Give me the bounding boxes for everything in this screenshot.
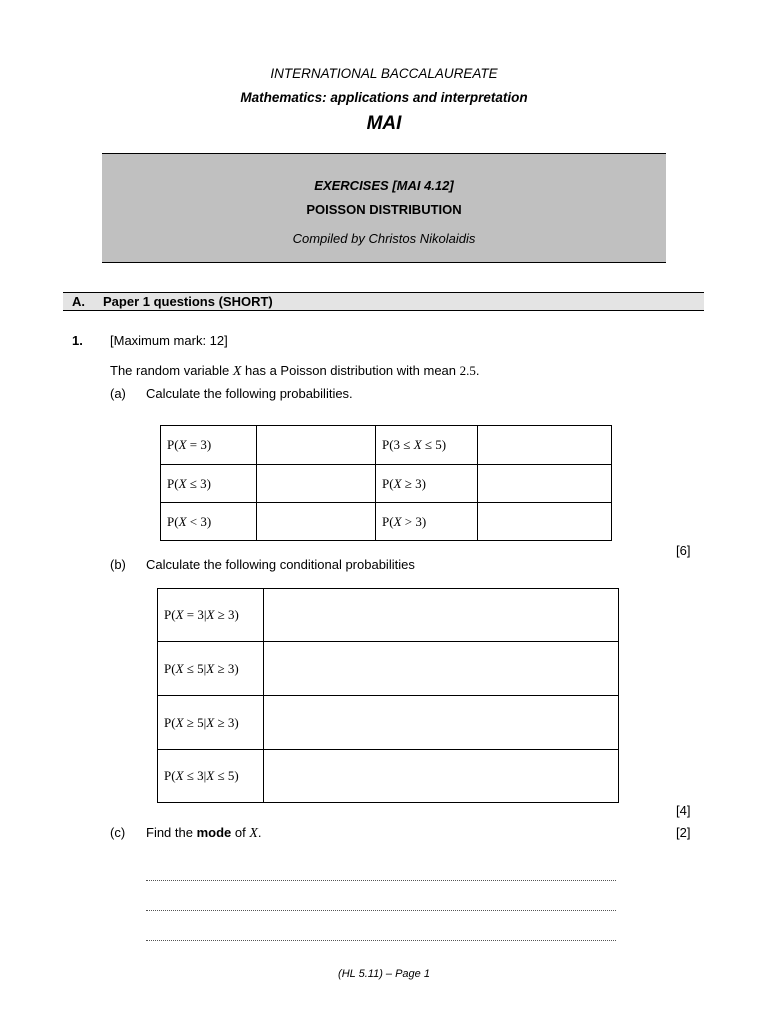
prob-label: P(X = 3)	[161, 426, 257, 465]
part-c-text-before: Find the	[146, 825, 197, 840]
part-c-text-after: .	[257, 825, 262, 840]
variable-x: X	[413, 437, 422, 452]
compiled-by: Compiled by Christos Nikolaidis	[292, 231, 476, 246]
part-c-mark: [2]	[676, 825, 691, 840]
course-code: MAI	[366, 113, 402, 134]
topic-title: POISSON DISTRIBUTION	[306, 202, 462, 217]
answer-line[interactable]	[146, 880, 616, 881]
part-a-text: Calculate the following probabilities.	[146, 386, 353, 401]
table-row	[161, 503, 612, 541]
variable-x: X	[175, 768, 184, 783]
prob-label: P(X ≥ 5|X ≥ 3)	[158, 696, 264, 750]
table-row	[158, 642, 619, 696]
answer-line[interactable]	[146, 910, 616, 911]
prob-label: P(X ≤ 3)	[161, 465, 257, 503]
stem-text-before: The random variable	[110, 363, 233, 378]
variable-x: X	[178, 437, 187, 452]
stem-text-after: .	[475, 363, 480, 378]
answer-cell[interactable]	[257, 465, 376, 503]
table-row	[161, 465, 612, 503]
section-letter: A.	[72, 294, 85, 309]
answer-cell[interactable]	[257, 426, 376, 465]
variable-x: X	[206, 768, 215, 783]
stem-variable: X	[232, 364, 242, 379]
answer-cell[interactable]	[478, 503, 612, 541]
section-header	[63, 292, 704, 311]
answer-cell[interactable]	[264, 589, 619, 642]
table-row	[158, 750, 619, 803]
prob-label: P(X > 3)	[376, 503, 478, 541]
part-c-text	[146, 825, 262, 842]
table-row	[161, 426, 612, 465]
part-b-mark: [4]	[676, 803, 691, 818]
part-c-text-middle: of	[231, 825, 250, 840]
prob-label: P(3 ≤ X ≤ 5)	[376, 426, 478, 465]
variable-x: X	[393, 475, 402, 491]
section-title: Paper 1 questions (SHORT)	[103, 294, 273, 309]
variable-x: X	[206, 714, 215, 730]
max-mark: [Maximum mark: 12]	[110, 333, 228, 348]
table-row	[158, 589, 619, 642]
exercises-title: EXERCISES [MAI 4.12]	[314, 178, 454, 193]
prob-label: P(X ≤ 5|X ≥ 3)	[158, 642, 264, 696]
variable-x: X	[175, 714, 184, 730]
title-box	[102, 153, 666, 263]
question-stem	[110, 363, 480, 380]
course-title: Mathematics: applications and interpretation	[240, 90, 528, 105]
variable-x: X	[178, 513, 187, 529]
part-a-label: (a)	[110, 386, 126, 401]
prob-label: P(X ≤ 3|X ≤ 5)	[158, 750, 264, 803]
answer-cell[interactable]	[478, 426, 612, 465]
part-a-table	[160, 425, 612, 541]
part-a-mark: [6]	[676, 543, 691, 558]
question-number: 1.	[72, 333, 83, 348]
part-b-text: Calculate the following conditional probabilities	[146, 557, 415, 572]
variable-x: X	[175, 607, 184, 622]
answer-cell[interactable]	[257, 503, 376, 541]
part-c-label: (c)	[110, 825, 126, 840]
variable-x: X	[206, 660, 215, 676]
part-b-label: (b)	[110, 557, 126, 572]
part-b-table	[157, 588, 619, 803]
answer-cell[interactable]	[478, 465, 612, 503]
part-c-variable: X	[249, 826, 258, 841]
variable-x: X	[178, 475, 187, 491]
stem-mean: 2.5	[459, 363, 476, 378]
stem-text-middle: has a Poisson distribution with mean	[241, 363, 460, 378]
prob-label: P(X = 3|X ≥ 3)	[158, 589, 264, 642]
institution-title: INTERNATIONAL BACCALAUREATE	[270, 66, 498, 81]
part-c-text-bold: mode	[196, 825, 232, 840]
prob-label: P(X ≥ 3)	[376, 465, 478, 503]
answer-line[interactable]	[146, 940, 616, 941]
variable-x: X	[206, 607, 215, 622]
table-row	[158, 696, 619, 750]
answer-cell[interactable]	[264, 696, 619, 750]
variable-x: X	[175, 660, 184, 676]
prob-label: P(X < 3)	[161, 503, 257, 541]
answer-cell[interactable]	[264, 750, 619, 803]
variable-x: X	[393, 513, 402, 529]
page-footer: (HL 5.11) – Page 1	[338, 968, 430, 980]
answer-cell[interactable]	[264, 642, 619, 696]
